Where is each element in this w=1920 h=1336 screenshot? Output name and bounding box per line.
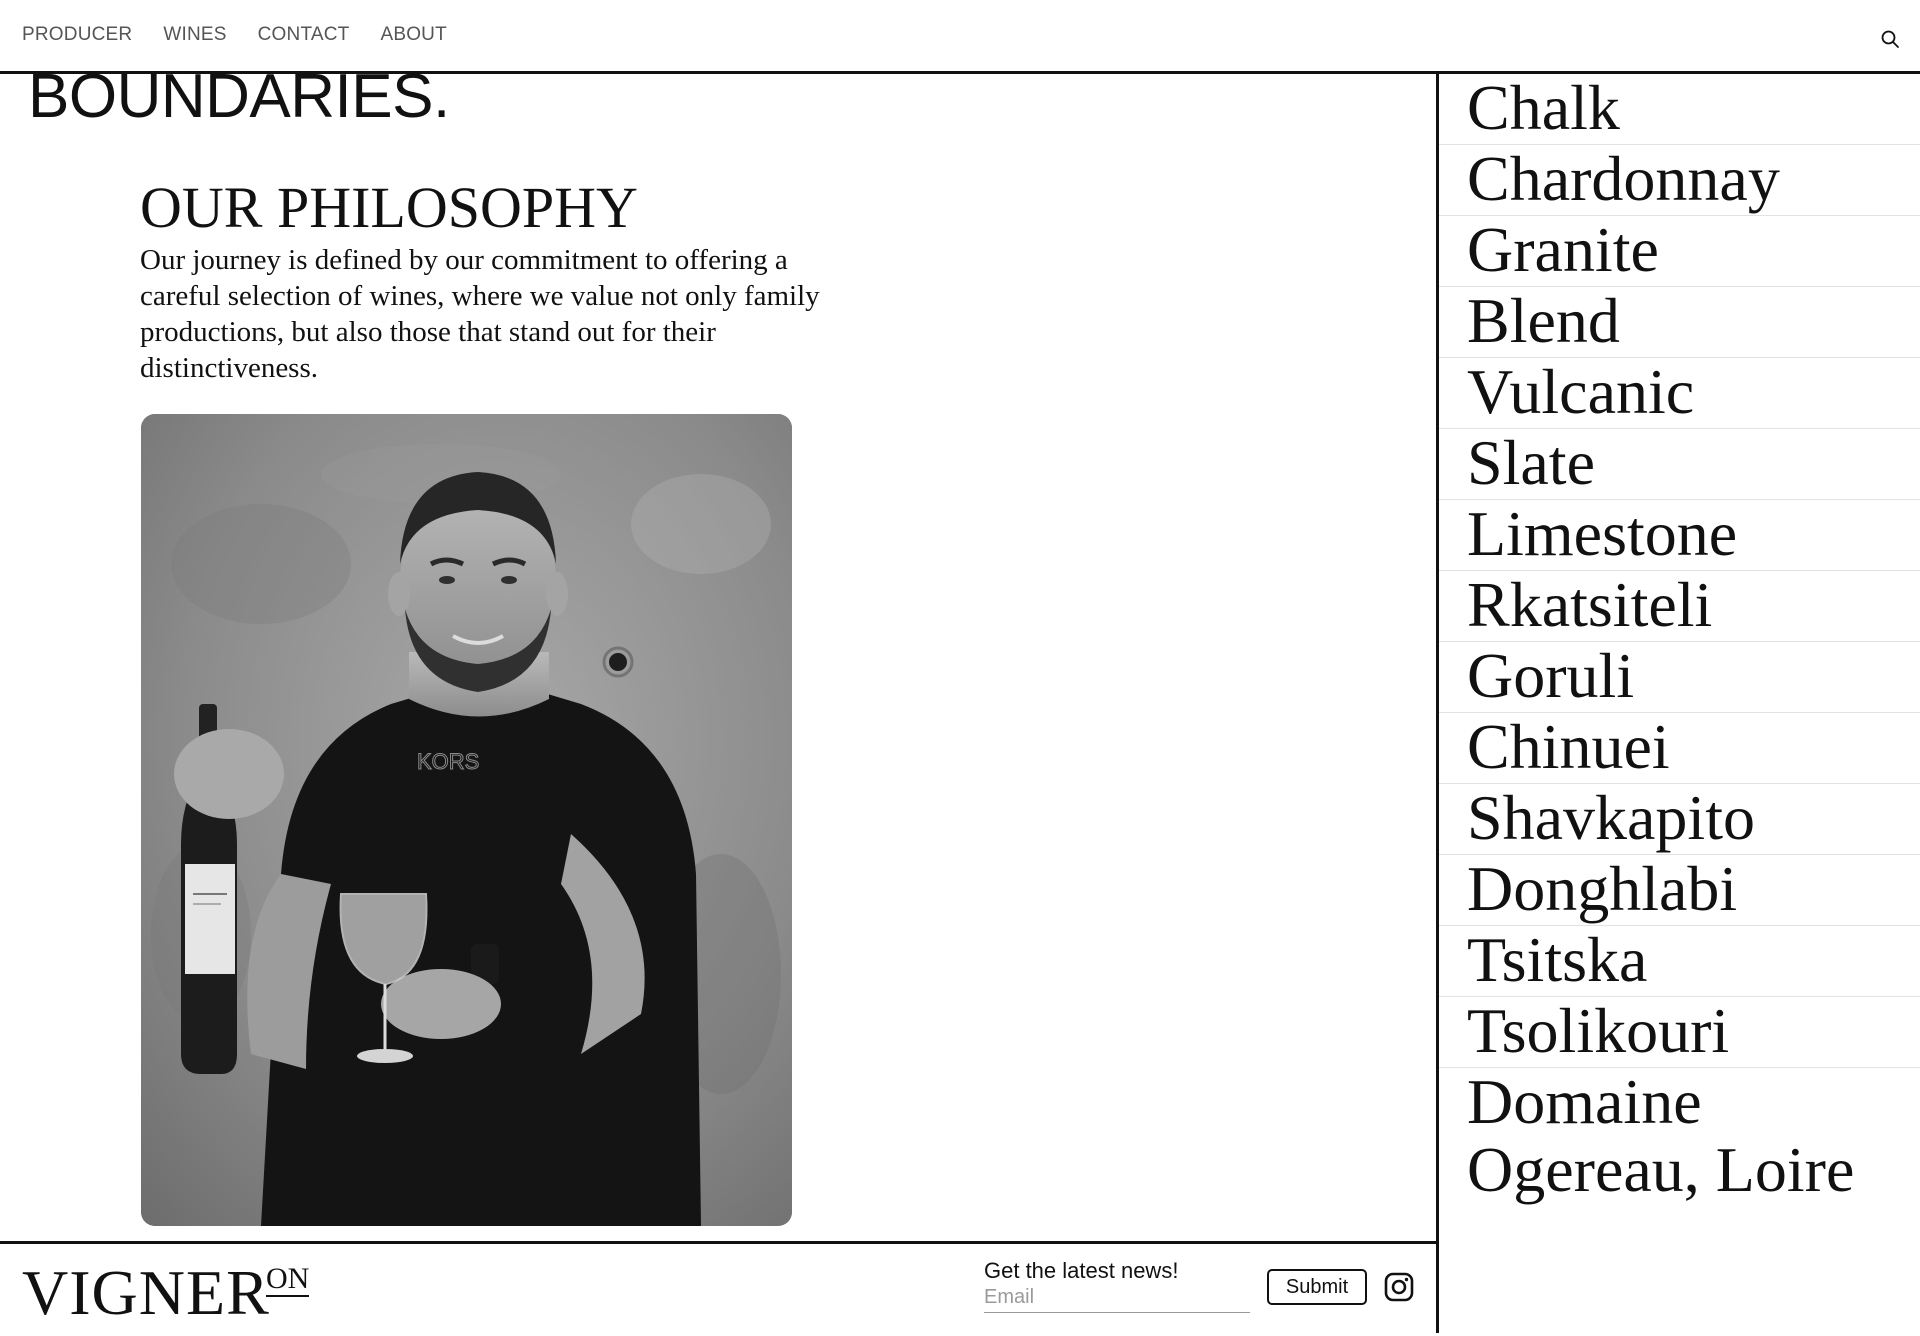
nav-item-producer[interactable]: PRODUCER [22, 24, 133, 45]
newsletter-label: Get the latest news! [984, 1258, 1179, 1283]
producer-photo [141, 414, 792, 1226]
email-field[interactable] [984, 1286, 1250, 1313]
list-item-slate[interactable]: Slate [1439, 429, 1920, 500]
nav-menu [22, 24, 478, 46]
shirt-logo-text: KORS [417, 749, 480, 774]
list-item-chardonnay[interactable]: Chardonnay [1439, 145, 1920, 216]
page-headline: BOUNDARIES. [28, 74, 450, 131]
instagram-icon [1383, 1271, 1415, 1303]
list-item-rkatsiteli[interactable]: Rkatsiteli [1439, 571, 1920, 642]
list-item-chinuei[interactable]: Chinuei [1439, 713, 1920, 784]
wine-category-list [1439, 74, 1920, 1333]
submit-button[interactable]: Submit [1267, 1269, 1367, 1305]
list-item-blend[interactable]: Blend [1439, 287, 1920, 358]
producer-portrait-image [141, 414, 792, 1226]
site-logo[interactable] [22, 1257, 322, 1328]
nav-item-contact[interactable]: CONTACT [257, 24, 350, 45]
nav-item-wines[interactable]: WINES [163, 24, 227, 45]
list-item-donghlabi[interactable]: Donghlabi [1439, 855, 1920, 926]
list-item-vulcanic[interactable]: Vulcanic [1439, 358, 1920, 429]
list-item-granite[interactable]: Granite [1439, 216, 1920, 287]
search-button[interactable] [1880, 29, 1900, 49]
nav-item-about[interactable]: ABOUT [380, 24, 447, 45]
main-content [0, 74, 1436, 1241]
logo-superscript: ON [266, 1262, 310, 1295]
list-item-shavkapito[interactable]: Shavkapito [1439, 784, 1920, 855]
list-item-limestone[interactable]: Limestone [1439, 500, 1920, 571]
list-item-tsitska[interactable]: Tsitska [1439, 926, 1920, 997]
list-item-tsolikouri[interactable]: Tsolikouri [1439, 997, 1920, 1068]
list-item-domaine-ogereau[interactable]: Domaine Ogereau, Loire [1467, 1066, 1855, 1205]
philosophy-text: Our journey is defined by our commitment to offering a careful selection of wines, where we value not only family productions, but also those that stand out for their distinctiveness. [140, 244, 820, 384]
instagram-link[interactable] [1383, 1271, 1415, 1303]
logo-wordmark: VIGNER [22, 1257, 270, 1328]
search-icon [1880, 29, 1900, 49]
list-item-goruli[interactable]: Goruli [1439, 642, 1920, 713]
newsletter-form [984, 1258, 1254, 1313]
top-navigation [0, 0, 1920, 74]
site-footer [0, 1241, 1436, 1336]
list-item-chalk[interactable]: Chalk [1439, 74, 1920, 145]
philosophy-title: OUR PHILOSOPHY [140, 175, 638, 240]
